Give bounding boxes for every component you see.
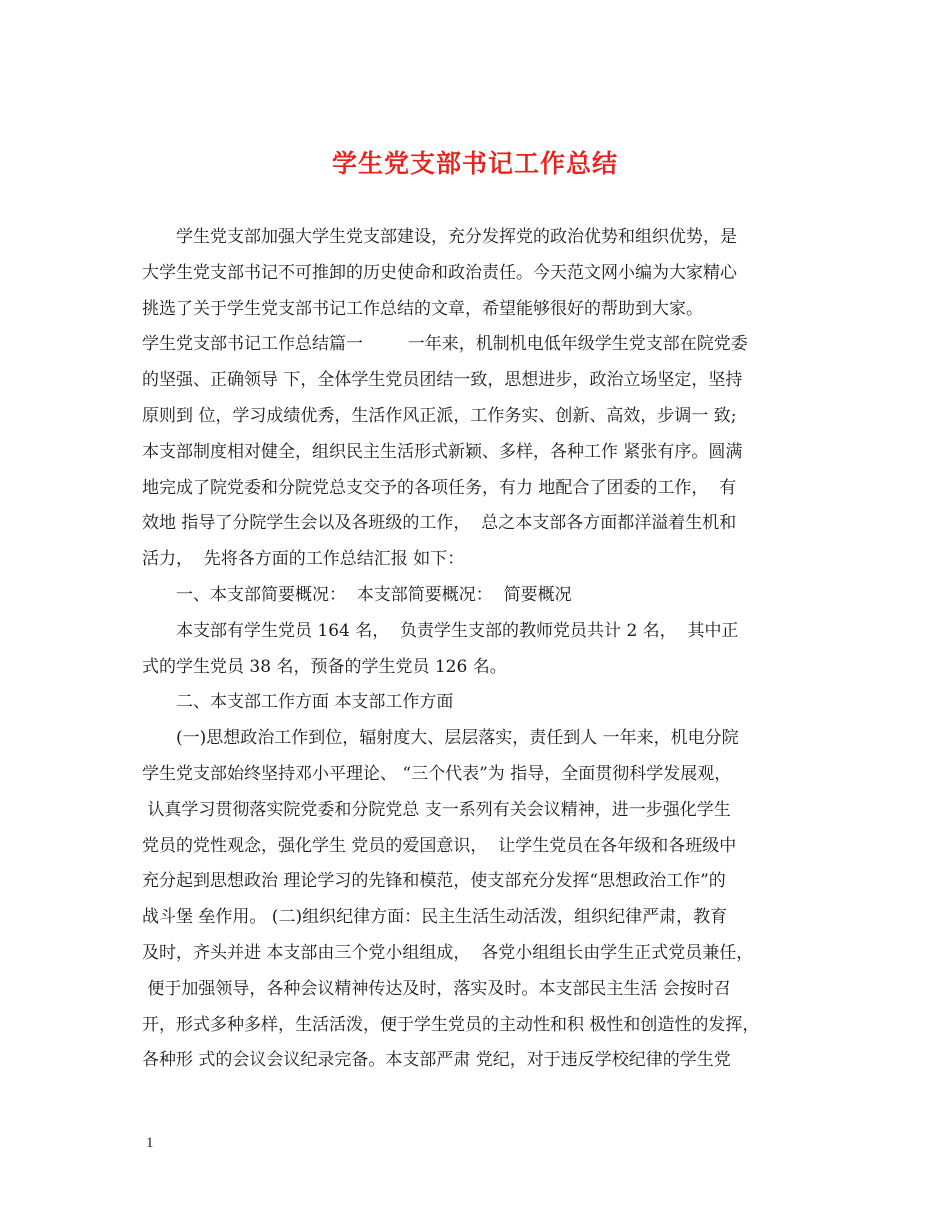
text-line: 认真学习贯彻落实院党委和分院党总 支一系列有关会议精神，进一步强化学生 xyxy=(142,799,731,820)
text-line: 便于加强领导，各种会议精神传达及时，落实及时。本支部民主生活 会按时召 xyxy=(142,978,731,999)
text-line: 一、本支部简要概况： 本支部简要概况： 简要概况 xyxy=(176,584,572,605)
text-line: 战斗堡 垒作用。 (二)组织纪律方面：民主生活生动活泼，组织纪律严肃，教育 xyxy=(142,907,728,928)
text-line: 学生党支部加强大学生党支部建设，充分发挥党的政治优势和组织优势，是 xyxy=(176,227,737,247)
text-line: 地完成了院党委和分院党总支交予的各项任务，有力 地配合了团委的工作， 有 xyxy=(142,477,737,498)
text-line: (一)思想政治工作到位，辐射度大、层层落实，责任到人 一年来，机电分院 xyxy=(176,728,739,749)
text-line: 党员的党性观念，强化学生 党员的爱国意识， 让学生党员在各年级和各班级中 xyxy=(142,835,737,856)
text-line: 原则到 位，学习成绩优秀，生活作风正派，工作务实、创新、高效，步调一 致; xyxy=(142,405,737,426)
text-line: 式的学生党员 38 名，预备的学生党员 126 名。 xyxy=(142,656,507,677)
page-number: 1 xyxy=(146,1135,154,1151)
text-line: 本支部制度相对健全，组织民主生活形式新颖、多样，各种工作 紧张有序。圆满 xyxy=(142,441,743,462)
text-line: 二、本支部工作方面 本支部工作方面 xyxy=(176,692,454,713)
text-line: 挑选了关于学生党支部书记工作总结的文章，希望能够很好的帮助到大家。 xyxy=(142,298,703,319)
text-line: 开，形式多种多样，生活活泼，便于学生党员的主动性和积 极性和创造性的发挥， xyxy=(142,1014,760,1035)
text-line: 充分起到思想政治 理论学习的先锋和模范，使支部充分发挥“思想政治工作”的 xyxy=(142,871,726,892)
text-line: 学生党支部始终坚持邓小平理论、 “三个代表”为 指导，全面贯彻科学发展观， xyxy=(142,763,732,784)
text-line: 大学生党支部书记不可推卸的历史使命和政治责任。今天范文网小编为大家精心 xyxy=(142,262,737,283)
text-line: 的坚强、正确领导 下，全体学生党员团结一致，思想进步，政治立场坚定，坚持 xyxy=(142,370,743,391)
document-body xyxy=(142,220,822,1079)
text-line: 及时，齐头并进 本支部由三个党小组组成， 各党小组组长由学生正式党员兼任， xyxy=(142,942,754,963)
document-title: 学生党支部书记工作总结 xyxy=(331,149,618,178)
text-line: 各种形 式的会议会议纪录完备。本支部严肃 党纪，对于违反学校纪律的学生党 xyxy=(142,1050,731,1071)
text-line: 本支部有学生党员 164 名， 负责学生支部的教师党员共计 2 名， 其中正 xyxy=(176,620,739,641)
text-line: 活力， 先将各方面的工作总结汇报 如下： xyxy=(142,549,465,570)
text-line: 效地 指导了分院学生会以及各班级的工作， 总之本支部各方面都洋溢着生机和 xyxy=(142,513,737,534)
text-line: 学生党支部书记工作总结篇一 一年来，机制机电低年级学生党支部在院党委 xyxy=(142,334,748,355)
